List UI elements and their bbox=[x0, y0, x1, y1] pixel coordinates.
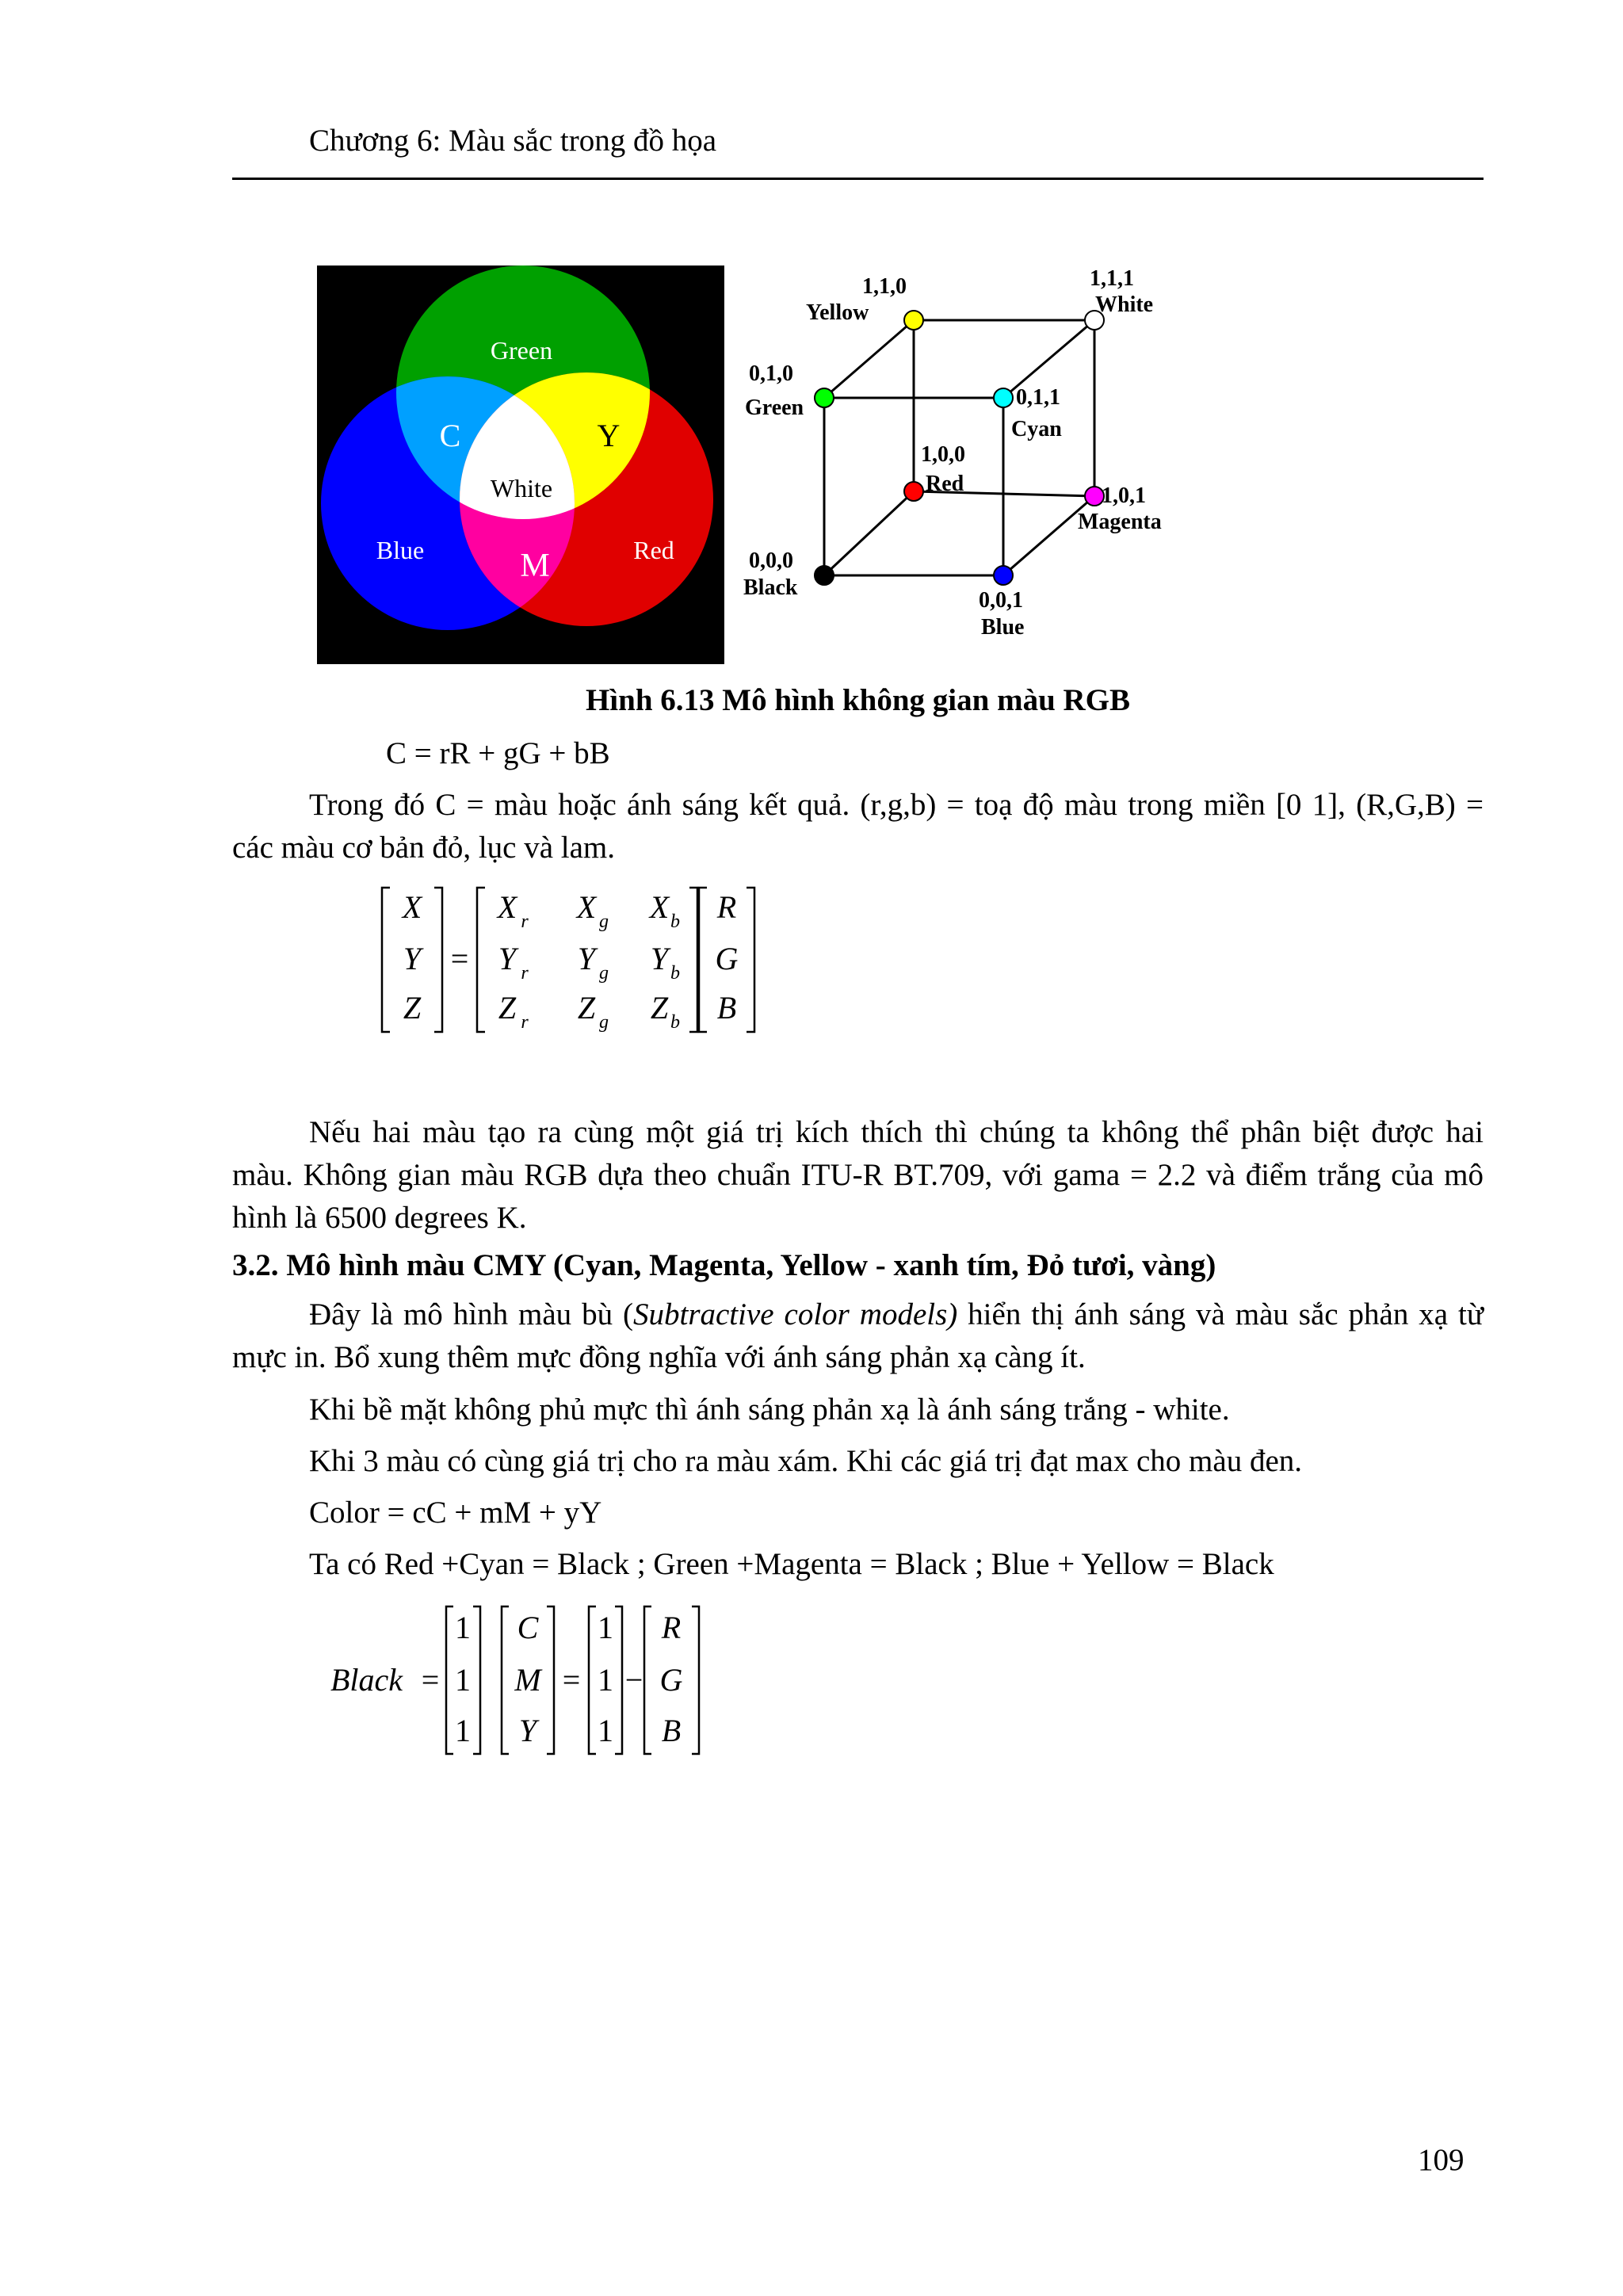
rgb-cube-diagram bbox=[729, 262, 1181, 642]
matrix2-minus: − bbox=[624, 1662, 643, 1698]
m-yr: Y bbox=[498, 941, 517, 976]
lhs-y: Y bbox=[403, 941, 422, 976]
m-xb: X bbox=[649, 889, 670, 925]
venn-label-y: Y bbox=[597, 418, 621, 453]
ones-b-2: 1 bbox=[598, 1713, 613, 1748]
header-rule bbox=[232, 178, 1484, 180]
rgb-g: G bbox=[659, 1662, 683, 1698]
m-zr: Z bbox=[498, 990, 517, 1026]
ones-a-1: 1 bbox=[455, 1662, 471, 1698]
venn-label-m: M bbox=[520, 548, 550, 584]
rgb-venn-diagram bbox=[317, 266, 724, 664]
name-red: Red bbox=[926, 472, 964, 496]
para3-line1 bbox=[309, 1293, 1484, 1336]
xyz-matrix-equation bbox=[380, 880, 761, 1038]
sub-yg: g bbox=[599, 963, 609, 984]
venn-label-white: White bbox=[490, 474, 553, 502]
sub-zr: r bbox=[521, 1012, 529, 1033]
venn-label-red: Red bbox=[633, 536, 674, 564]
sub-xb: b bbox=[670, 911, 680, 932]
sub-xg: g bbox=[599, 911, 609, 932]
vertex-green bbox=[815, 388, 834, 407]
sub-xr: r bbox=[521, 911, 529, 932]
name-blue: Blue bbox=[981, 615, 1025, 640]
para6: Ta có Red +Cyan = Black ; Green +Magenta = Black ; Blue + Yellow = Black bbox=[309, 1547, 1274, 1581]
coord-magenta: 1,0,1 bbox=[1102, 483, 1146, 508]
name-cyan: Cyan bbox=[1011, 417, 1062, 441]
chapter-header: Chương 6: Màu sắc trong đồ họa bbox=[309, 124, 717, 158]
coord-yellow: 1,1,0 bbox=[862, 274, 907, 299]
m-yb: Y bbox=[650, 941, 669, 976]
matrix2-equals-2: = bbox=[562, 1662, 581, 1698]
m-xg: X bbox=[576, 889, 597, 925]
para3-text-b: hiển thị ánh sáng và màu sắc phản xạ từ bbox=[957, 1297, 1484, 1331]
name-magenta: Magenta bbox=[1078, 510, 1162, 534]
para2-line2: màu. Không gian màu RGB dựa theo chuẩn ITU-R BT.709, với gama = 2.2 và điểm trắng của mô bbox=[232, 1158, 1484, 1192]
rgb-r: R bbox=[661, 1610, 682, 1645]
para2-line3: hình là 6500 degrees K. bbox=[232, 1201, 527, 1235]
cmy-m: M bbox=[514, 1662, 541, 1698]
page-number: 109 bbox=[1418, 2143, 1465, 2177]
lhs-x: X bbox=[402, 889, 422, 925]
section-heading-cmy: 3.2. Mô hình màu CMY (Cyan, Magenta, Yellow - xanh tím, Đỏ tươi, vàng) bbox=[232, 1248, 1216, 1282]
coord-blue: 0,0,1 bbox=[979, 588, 1023, 613]
para1-line1: Trong đó C = màu hoặc ánh sáng kết quả. (r,g,b) = toạ độ màu trong miền [0 1], (R,G,B) = bbox=[309, 788, 1484, 822]
m-zb: Z bbox=[650, 990, 669, 1026]
cmy-c: C bbox=[517, 1610, 539, 1645]
ones-a-2: 1 bbox=[455, 1713, 471, 1748]
vertex-yellow bbox=[904, 311, 923, 330]
name-yellow: Yellow bbox=[806, 300, 869, 325]
ones-b-0: 1 bbox=[598, 1610, 613, 1645]
rhs-r: R bbox=[716, 889, 737, 925]
matrix2-equals-1: = bbox=[421, 1662, 440, 1698]
matrix1-equals: = bbox=[450, 941, 469, 976]
cmy-y: Y bbox=[518, 1713, 537, 1748]
sub-zb: b bbox=[670, 1012, 680, 1033]
vertex-blue bbox=[994, 566, 1013, 585]
venn-label-green: Green bbox=[490, 336, 553, 365]
rhs-b: B bbox=[716, 990, 737, 1026]
venn-label-c: C bbox=[439, 418, 461, 453]
coord-white: 1,1,1 bbox=[1090, 266, 1134, 291]
m-zg: Z bbox=[577, 990, 596, 1026]
para1-line2: các màu cơ bản đỏ, lục và lam. bbox=[232, 831, 616, 865]
coord-cyan: 0,1,1 bbox=[1016, 385, 1060, 410]
black-matrix-equation bbox=[329, 1597, 717, 1763]
venn-label-blue: Blue bbox=[376, 536, 425, 564]
rhs-g: G bbox=[715, 941, 739, 976]
coord-red: 1,0,0 bbox=[921, 442, 965, 467]
para2-line1: Nếu hai màu tạo ra cùng một giá trị kích thích thì chúng ta không thể phân biệt được hai bbox=[309, 1115, 1484, 1149]
ones-b-1: 1 bbox=[598, 1662, 613, 1698]
m-xr: X bbox=[497, 889, 517, 925]
para3-italic: Subtractive color models) bbox=[632, 1297, 958, 1331]
coord-green: 0,1,0 bbox=[749, 361, 793, 386]
figure-caption: Hình 6.13 Mô hình không gian màu RGB bbox=[585, 683, 1131, 717]
name-white: White bbox=[1095, 292, 1154, 317]
equation-cmy: Color = cC + mM + yY bbox=[309, 1496, 602, 1530]
vertex-cyan bbox=[994, 388, 1013, 407]
sub-yb: b bbox=[670, 963, 680, 984]
para3-line2: mực in. Bổ xung thêm mực đồng nghĩa với ánh sáng phản xạ càng ít. bbox=[232, 1340, 1086, 1374]
sub-zg: g bbox=[599, 1012, 609, 1033]
sub-yr: r bbox=[521, 963, 529, 984]
para4: Khi bề mặt không phủ mực thì ánh sáng phản xạ là ánh sáng trắng - white. bbox=[309, 1392, 1230, 1427]
para5: Khi 3 màu có cùng giá trị cho ra màu xám. Khi các giá trị đạt max cho màu đen. bbox=[309, 1444, 1303, 1478]
black-label: Black bbox=[330, 1662, 403, 1698]
vertex-red bbox=[904, 482, 923, 501]
para3-text-a: Đây là mô hình màu bù ( bbox=[309, 1297, 633, 1331]
m-yg: Y bbox=[577, 941, 596, 976]
coord-black: 0,0,0 bbox=[749, 548, 793, 573]
rgb-b: B bbox=[661, 1713, 682, 1748]
name-black: Black bbox=[743, 575, 798, 600]
ones-a-0: 1 bbox=[455, 1610, 471, 1645]
equation-rgb: C = rR + gG + bB bbox=[386, 736, 610, 770]
name-green: Green bbox=[745, 395, 804, 420]
lhs-z: Z bbox=[403, 990, 422, 1026]
vertex-black bbox=[815, 566, 834, 585]
